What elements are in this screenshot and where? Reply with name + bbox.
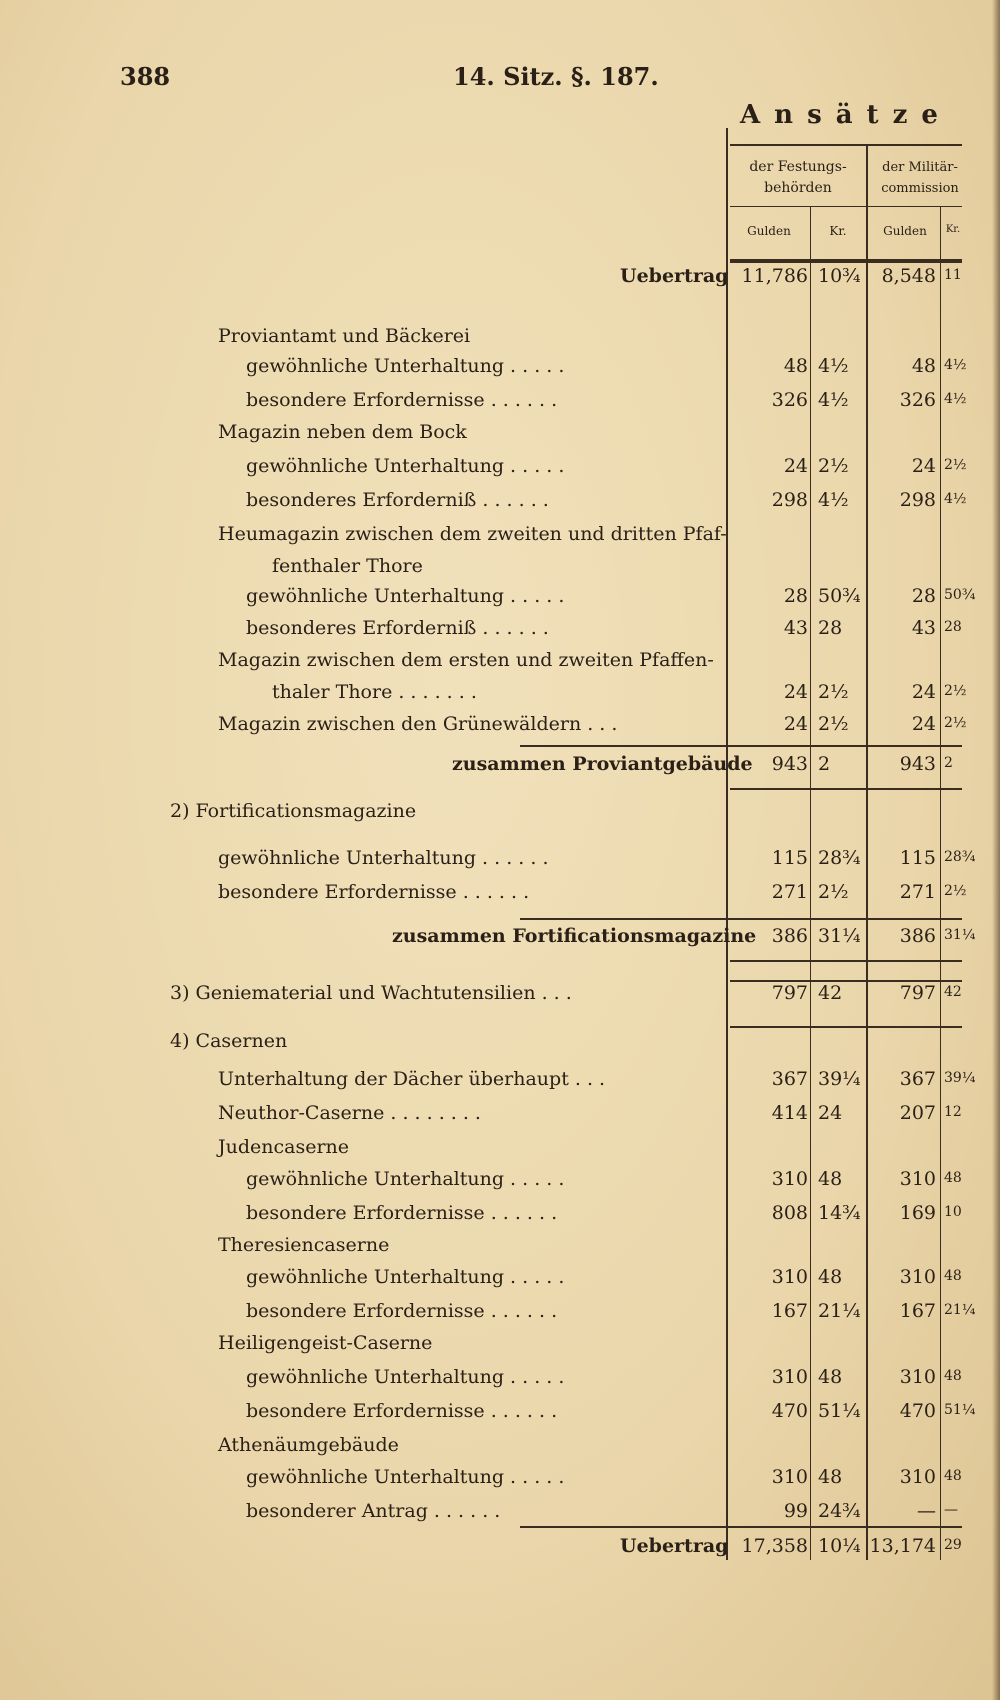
gulden2-value: 28: [911, 585, 936, 607]
col-kr2-header: Kr.: [945, 224, 961, 235]
table-row: [0, 982, 1000, 1010]
table-row: [0, 421, 1000, 449]
kreuzer-value: 28¾: [818, 847, 861, 869]
gulden2-value: 24: [911, 455, 936, 477]
gulden-value: 310: [771, 1168, 808, 1190]
kreuzer2-value: 2½: [944, 715, 967, 731]
kreuzer-value: 42: [818, 982, 843, 1004]
table-row: [0, 881, 1000, 909]
gulden-value: 24: [783, 681, 808, 703]
gulden2-value: 271: [899, 881, 936, 903]
gulden2-value: 943: [899, 753, 936, 775]
col2-header-line1: der Militär-: [882, 160, 958, 175]
row-label: Judencaserne: [218, 1136, 350, 1158]
kreuzer-value: 24¾: [818, 1500, 861, 1522]
row-label: Unterhaltung der Dächer überhaupt . . .: [218, 1068, 606, 1090]
kreuzer-value: 31¼: [818, 925, 861, 947]
sum-rule-fort-top: [520, 918, 962, 920]
kreuzer2-value: 50¾: [944, 587, 976, 603]
kreuzer2-value: 4½: [944, 391, 967, 407]
table-row: [0, 389, 1000, 417]
gulden2-value: 169: [899, 1202, 936, 1224]
gulden2-value: 386: [899, 925, 936, 947]
kreuzer2-value: 48: [944, 1268, 962, 1284]
gulden2-value: —: [917, 1500, 936, 1522]
kreuzer2-value: 2: [944, 755, 953, 771]
table-row: [0, 1400, 1000, 1428]
table-row: [0, 1030, 1000, 1058]
header-rule: [730, 144, 962, 146]
table-row: [0, 617, 1000, 645]
table-row: [0, 800, 1000, 828]
kreuzer2-value: —: [944, 1502, 958, 1518]
kreuzer2-value: 48: [944, 1368, 962, 1384]
gulden-value: 11,786: [741, 265, 808, 287]
row-label: 2) Fortificationsmagazine: [170, 800, 417, 822]
row-label: besondere Erfordernisse . . . . . .: [246, 1202, 558, 1224]
kreuzer2-value: 4½: [944, 357, 967, 373]
table-row: [0, 523, 1000, 551]
gulden-value: 167: [771, 1300, 808, 1322]
gulden2-value: 367: [899, 1068, 936, 1090]
kreuzer-value: 2½: [818, 455, 849, 477]
row-label: Athenäumgebäude: [218, 1434, 399, 1456]
gulden2-value: 310: [899, 1366, 936, 1388]
row-label: Magazin zwischen den Grünewäldern . . .: [218, 713, 618, 735]
gulden-value: 24: [783, 713, 808, 735]
gulden-value: 943: [771, 753, 808, 775]
gulden-value: 271: [771, 881, 808, 903]
gulden-value: 310: [771, 1366, 808, 1388]
gulden-value: 326: [771, 389, 808, 411]
col-kr-header: Kr.: [829, 224, 847, 238]
kreuzer-value: 50¾: [818, 585, 861, 607]
sum-rule-proviant-top: [520, 745, 962, 747]
running-title: 14. Sitz. §. 187.: [453, 62, 659, 91]
kreuzer2-value: 28¾: [944, 849, 976, 865]
gulden2-value: 48: [911, 355, 936, 377]
table-row: [0, 713, 1000, 741]
row-label: Heiligengeist-Caserne: [218, 1332, 433, 1354]
kreuzer-value: 48: [818, 1366, 843, 1388]
rule-genie-top: [730, 980, 962, 982]
kreuzer-value: 10¼: [818, 1535, 861, 1557]
kreuzer-value: 2½: [818, 681, 849, 703]
kreuzer2-value: 4½: [944, 491, 967, 507]
col2-header-line2: commission: [881, 181, 959, 196]
row-label: Magazin zwischen dem ersten und zweiten Pfaffen-: [218, 649, 714, 671]
row-label: Uebertrag: [620, 1535, 729, 1557]
kreuzer-value: 48: [818, 1266, 843, 1288]
table-row: [0, 1202, 1000, 1230]
gulden-value: 17,358: [741, 1535, 808, 1557]
sum-rule-proviant-bottom: [730, 788, 962, 790]
table-row: [0, 455, 1000, 483]
col-gulden-header: Gulden: [747, 224, 791, 238]
kreuzer-value: 28: [818, 617, 843, 639]
row-label: zusammen Fortificationsmagazine: [392, 925, 757, 947]
gulden-value: 48: [783, 355, 808, 377]
kreuzer2-value: 29: [944, 1537, 962, 1553]
col1-header-line1: der Festungs-: [749, 159, 847, 175]
kreuzer-value: 51¼: [818, 1400, 861, 1422]
table-row: [0, 1068, 1000, 1096]
rule-genie-bottom: [730, 1026, 962, 1028]
gulden2-value: 167: [899, 1300, 936, 1322]
table-row: [0, 1102, 1000, 1130]
table-row: [0, 1535, 1000, 1563]
gulden-value: 298: [771, 489, 808, 511]
row-label: gewöhnliche Unterhaltung . . . . .: [246, 355, 565, 377]
page-number: 388: [120, 62, 171, 91]
kreuzer2-value: 11: [944, 267, 962, 283]
gulden-value: 310: [771, 1266, 808, 1288]
kreuzer2-value: 2½: [944, 457, 967, 473]
row-label: gewöhnliche Unterhaltung . . . . .: [246, 1168, 565, 1190]
kreuzer-value: 48: [818, 1466, 843, 1488]
row-label: Uebertrag: [620, 265, 729, 287]
kreuzer2-value: 48: [944, 1468, 962, 1484]
row-label: Magazin neben dem Bock: [218, 421, 467, 443]
gulden2-value: 115: [899, 847, 936, 869]
table-row: [0, 1466, 1000, 1494]
kreuzer-value: 4½: [818, 489, 849, 511]
row-label: gewöhnliche Unterhaltung . . . . .: [246, 585, 565, 607]
gulden-value: 24: [783, 455, 808, 477]
kreuzer-value: 2½: [818, 881, 849, 903]
row-label: besondere Erfordernisse . . . . . .: [246, 389, 558, 411]
row-label: thaler Thore . . . . . . .: [272, 681, 477, 703]
table-row: [0, 925, 1000, 953]
gulden2-value: 310: [899, 1466, 936, 1488]
row-label: gewöhnliche Unterhaltung . . . . .: [246, 455, 565, 477]
row-label: Proviantamt und Bäckerei: [218, 325, 471, 347]
kreuzer-value: 4½: [818, 355, 849, 377]
gulden2-value: 326: [899, 389, 936, 411]
table-row: [0, 1434, 1000, 1462]
col-gulden2-header: Gulden: [883, 224, 927, 238]
col1-header-line2: behörden: [764, 180, 832, 196]
table-row: [0, 1332, 1000, 1360]
table-row: [0, 1266, 1000, 1294]
gulden-value: 797: [771, 982, 808, 1004]
kreuzer2-value: 51¼: [944, 1402, 976, 1418]
gulden-value: 115: [771, 847, 808, 869]
kreuzer-value: 39¼: [818, 1068, 861, 1090]
row-label: zusammen Proviantgebäude: [452, 753, 753, 775]
row-label: gewöhnliche Unterhaltung . . . . .: [246, 1366, 565, 1388]
sum-rule-final: [520, 1526, 962, 1528]
row-label: besondere Erfordernisse . . . . . .: [218, 881, 530, 903]
kreuzer2-value: 31¼: [944, 927, 976, 943]
gulden2-value: 470: [899, 1400, 936, 1422]
table-row: [0, 355, 1000, 383]
row-label: besondere Erfordernisse . . . . . .: [246, 1400, 558, 1422]
sum-rule-fort-bottom: [730, 960, 962, 962]
kreuzer2-value: 2½: [944, 883, 967, 899]
table-row: [0, 1136, 1000, 1164]
gulden2-value: 43: [911, 617, 936, 639]
table-row: [0, 1300, 1000, 1328]
table-row: [0, 489, 1000, 517]
gulden2-value: 310: [899, 1168, 936, 1190]
row-label: gewöhnliche Unterhaltung . . . . . .: [218, 847, 549, 869]
table-row: [0, 1366, 1000, 1394]
kreuzer-value: 48: [818, 1168, 843, 1190]
gulden2-value: 310: [899, 1266, 936, 1288]
gulden-value: 43: [783, 617, 808, 639]
row-label: fenthaler Thore: [272, 555, 423, 577]
row-label: besonderer Antrag . . . . . .: [246, 1500, 501, 1522]
table-row: [0, 555, 1000, 583]
gulden-value: 414: [771, 1102, 808, 1124]
gulden2-value: 13,174: [869, 1535, 936, 1557]
row-label: 3) Geniematerial und Wachtutensilien . . .: [170, 982, 572, 1004]
gulden2-value: 24: [911, 681, 936, 703]
row-label: Heumagazin zwischen dem zweiten und dritten Pfaf-: [218, 523, 727, 545]
gulden2-value: 8,548: [881, 265, 936, 287]
header-bottom-rule: [730, 259, 962, 263]
table-row: [0, 585, 1000, 613]
gulden-value: 386: [771, 925, 808, 947]
kreuzer2-value: 42: [944, 984, 962, 1000]
row-label: gewöhnliche Unterhaltung . . . . .: [246, 1466, 565, 1488]
kreuzer-value: 2: [818, 753, 831, 775]
row-label: gewöhnliche Unterhaltung . . . . .: [246, 1266, 565, 1288]
table-row: [0, 649, 1000, 677]
table-row: [0, 847, 1000, 875]
kreuzer-value: 24: [818, 1102, 843, 1124]
kreuzer-value: 2½: [818, 713, 849, 735]
table-header-main: Ansätze: [740, 100, 952, 130]
table-row: [0, 1234, 1000, 1262]
gulden-value: 808: [771, 1202, 808, 1224]
gulden-value: 367: [771, 1068, 808, 1090]
kreuzer-value: 14¾: [818, 1202, 861, 1224]
table-row: [0, 681, 1000, 709]
row-label: 4) Casernen: [170, 1030, 288, 1052]
kreuzer2-value: 10: [944, 1204, 962, 1220]
kreuzer-value: 10¾: [818, 265, 861, 287]
row-label: besondere Erfordernisse . . . . . .: [246, 1300, 558, 1322]
table-row: [0, 265, 1000, 293]
subheader-rule: [730, 206, 962, 207]
row-label: besonderes Erforderniß . . . . . .: [246, 617, 549, 639]
gulden-value: 28: [783, 585, 808, 607]
kreuzer2-value: 12: [944, 1104, 962, 1120]
table-row: [0, 1500, 1000, 1528]
gulden-value: 99: [783, 1500, 808, 1522]
kreuzer2-value: 39¼: [944, 1070, 976, 1086]
gulden2-value: 24: [911, 713, 936, 735]
kreuzer2-value: 28: [944, 619, 962, 635]
kreuzer-value: 4½: [818, 389, 849, 411]
table-row: [0, 1168, 1000, 1196]
kreuzer2-value: 2½: [944, 683, 967, 699]
gulden-value: 470: [771, 1400, 808, 1422]
kreuzer-value: 21¼: [818, 1300, 861, 1322]
gulden2-value: 207: [899, 1102, 936, 1124]
table-row: [0, 753, 1000, 781]
row-label: besonderes Erforderniß . . . . . .: [246, 489, 549, 511]
gulden-value: 310: [771, 1466, 808, 1488]
row-label: Neuthor-Caserne . . . . . . . .: [218, 1102, 481, 1124]
row-label: Theresiencaserne: [218, 1234, 390, 1256]
kreuzer2-value: 48: [944, 1170, 962, 1186]
table-row: [0, 325, 1000, 353]
kreuzer2-value: 21¼: [944, 1302, 976, 1318]
gulden2-value: 298: [899, 489, 936, 511]
gulden2-value: 797: [899, 982, 936, 1004]
